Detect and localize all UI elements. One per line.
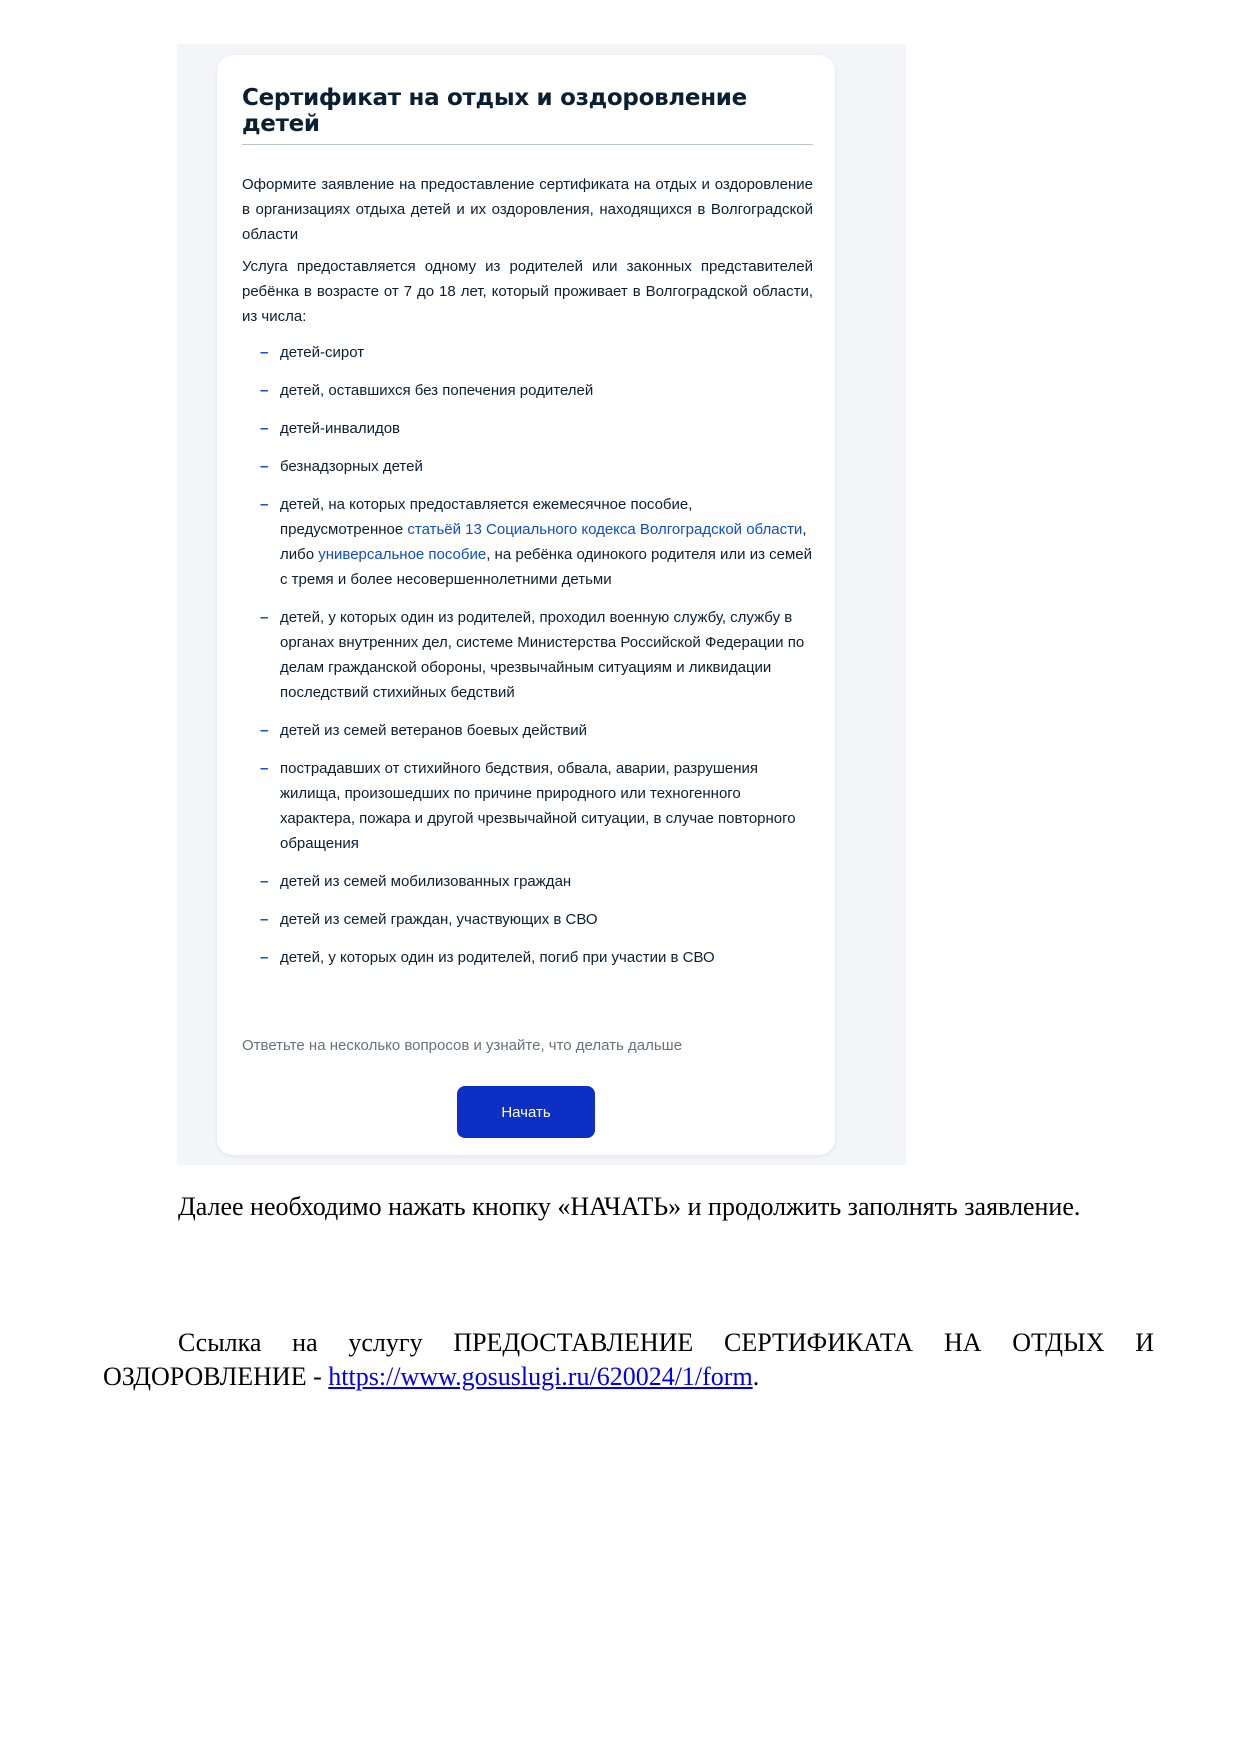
paragraph-end: . (752, 1362, 760, 1391)
service-link-paragraph (103, 1326, 1154, 1394)
list-bullet: – (260, 458, 269, 475)
list-bullet: – (260, 873, 269, 890)
list-item-text: детей из семей ветеранов боевых действий (280, 722, 588, 739)
list-item-text: детей-инвалидов (280, 420, 401, 437)
list-item (242, 340, 813, 365)
list-item (242, 907, 813, 932)
list-item-text: , либо (280, 521, 807, 563)
service-card (217, 55, 835, 1155)
list-bullet: – (260, 609, 269, 626)
list-item (242, 492, 813, 592)
service-description: Услуга предоставляется одному из родителей или законных представителей ребёнка в возрасте от 7 до 18 лет, который проживает в Волгоградской области, из числа: (242, 258, 813, 325)
list-item (242, 756, 813, 856)
list-item-text: безнадзорных детей (280, 458, 423, 475)
social-code-link[interactable]: статьёй 13 Социального кодекса Волгоградской области (407, 521, 803, 538)
list-bullet: – (260, 496, 269, 513)
list-item-text: , на ребёнка одинокого родителя или из семей с тремя и более несовершеннолетними детьми (280, 546, 813, 588)
list-item (242, 605, 813, 705)
instruction-text: Далее необходимо нажать кнопку «НАЧАТЬ» и продолжить заполнять заявление. (178, 1192, 1081, 1221)
eligibility-list (242, 340, 813, 983)
list-item (242, 869, 813, 894)
embedded-screenshot (177, 44, 906, 1165)
instruction-paragraph (103, 1190, 1154, 1224)
list-bullet: – (260, 382, 269, 399)
list-item-text: детей-сирот (280, 344, 365, 361)
list-item-text: детей, у которых один из родителей, проходил военную службу, службу в органах внутренних дел, системе Министерства Российской Федерации по делам гражданской обороны, чрезвычайным ситуациям и ликвидации последствий стихийных бедствий (280, 609, 805, 701)
list-item-text: детей из семей граждан, участвующих в СВО (280, 911, 598, 928)
list-item-text: детей, на которых предоставляется ежемесячное пособие, предусмотренное (280, 496, 693, 538)
list-item (242, 378, 813, 403)
title-divider (242, 144, 813, 145)
list-item-text: детей, оставшихся без попечения родителей (280, 382, 594, 399)
list-bullet: – (260, 949, 269, 966)
start-button[interactable]: Начать (457, 1086, 595, 1138)
card-title: Сертификат на отдых и оздоровление детей (242, 85, 747, 137)
service-link-label: Ссылка на услугу ПРЕДОСТАВЛЕНИЕ СЕРТИФИКАТА НА ОТДЫХ И ОЗДОРОВЛЕНИЕ - (103, 1328, 1154, 1391)
list-bullet: – (260, 760, 269, 777)
list-item-text: детей из семей мобилизованных граждан (280, 873, 572, 890)
list-bullet: – (260, 722, 269, 739)
list-item (242, 416, 813, 441)
list-bullet: – (260, 420, 269, 437)
gosuslugi-form-link[interactable]: https://www.gosuslugi.ru/620024/1/form (328, 1362, 753, 1391)
list-item-text: пострадавших от стихийного бедствия, обвала, аварии, разрушения жилища, произошедших по причине природного или техногенного характера, пожара и другой чрезвычайной ситуации, в случае повторного обращения (280, 760, 796, 852)
list-bullet: – (260, 344, 269, 361)
list-item (242, 718, 813, 743)
list-bullet: – (260, 911, 269, 928)
universal-allowance-link[interactable]: универсальное пособие (318, 546, 487, 563)
next-steps-hint: Ответьте на несколько вопросов и узнайте, что делать дальше (242, 1037, 683, 1054)
list-item (242, 454, 813, 479)
intro-text: Оформите заявление на предоставление сертификата на отдых и оздоровление в организациях отдыха детей и их оздоровления, находящихся в Волгоградской области (242, 176, 813, 243)
list-item (242, 945, 813, 970)
list-item-text: детей, у которых один из родителей, погиб при участии в СВО (280, 949, 715, 966)
